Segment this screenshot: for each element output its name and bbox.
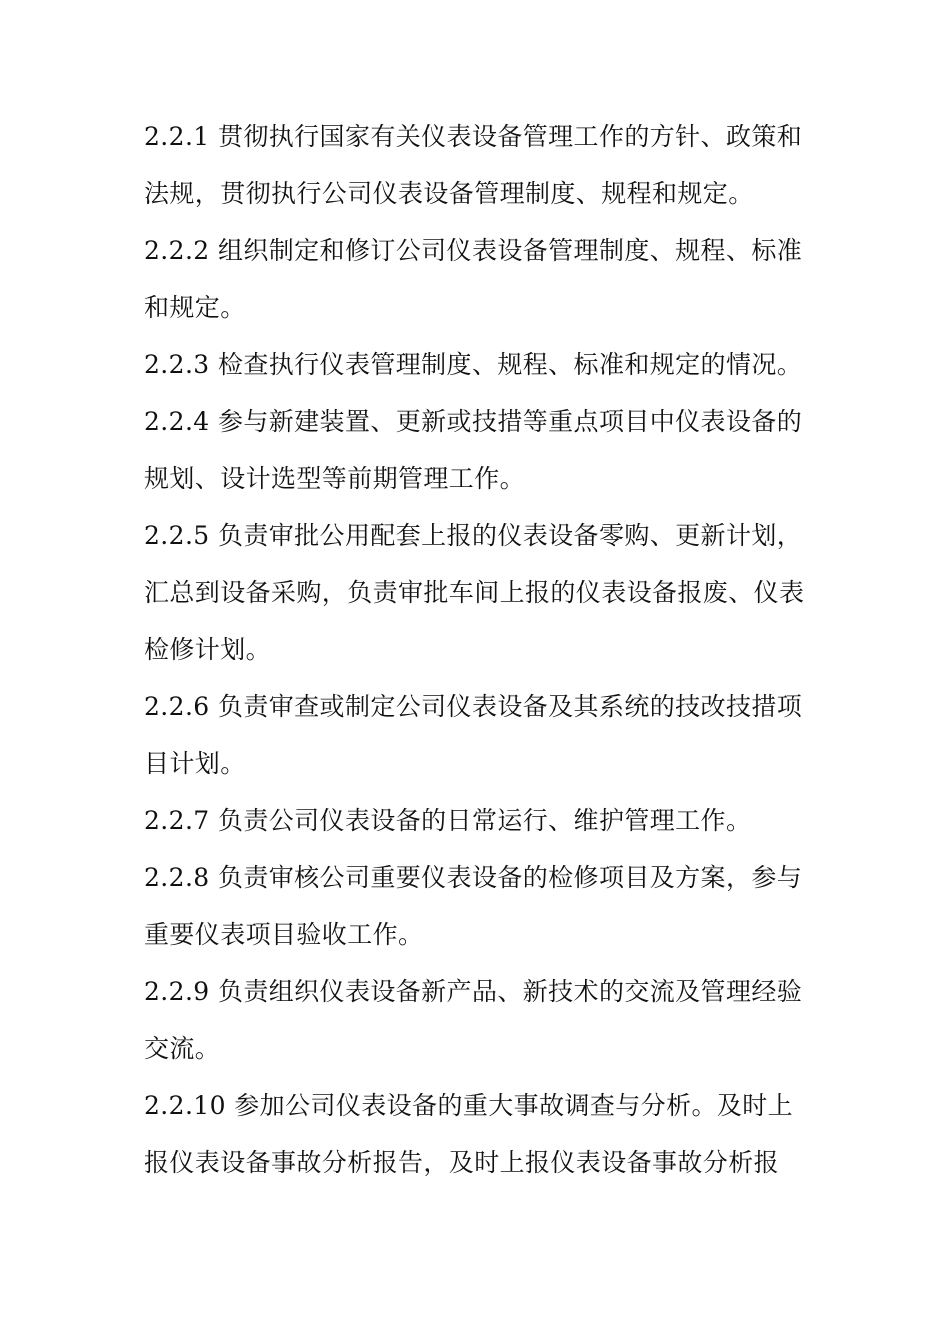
paragraph-2-2-1: 2.2.1 贯彻执行国家有关仪表设备管理工作的方针、政策和法规，贯彻执行公司仪表设备管理制度、规程和规定。	[144, 122, 803, 208]
paragraph-2-2-8: 2.2.8 负责审核公司重要仪表设备的检修项目及方案，参与重要仪表项目验收工作。	[144, 863, 803, 949]
paragraph-2-2-3: 2.2.3 检查执行仪表管理制度、规程、标准和规定的情况。	[144, 350, 803, 379]
document-body	[144, 108, 806, 1191]
paragraph-2-2-4: 2.2.4 参与新建装置、更新或技措等重点项目中仪表设备的规划、设计选型等前期管理工作。	[144, 407, 803, 493]
paragraph-2-2-9: 2.2.9 负责组织仪表设备新产品、新技术的交流及管理经验交流。	[144, 977, 803, 1063]
paragraph-2-2-6: 2.2.6 负责审查或制定公司仪表设备及其系统的技改技措项目计划。	[144, 692, 803, 778]
paragraph-2-2-5: 2.2.5 负责审批公用配套上报的仪表设备零购、更新计划，汇总到设备采购，负责审批车间上报的仪表设备报废、仪表检修计划。	[144, 521, 805, 664]
paragraph-2-2-2: 2.2.2 组织制定和修订公司仪表设备管理制度、规程、标准和规定。	[144, 236, 803, 322]
paragraph-2-2-7: 2.2.7 负责公司仪表设备的日常运行、维护管理工作。	[144, 806, 752, 835]
paragraph-2-2-10: 2.2.10 参加公司仪表设备的重大事故调查与分析。及时上报仪表设备事故分析报告，及时上报仪表设备事故分析报	[144, 1091, 794, 1177]
